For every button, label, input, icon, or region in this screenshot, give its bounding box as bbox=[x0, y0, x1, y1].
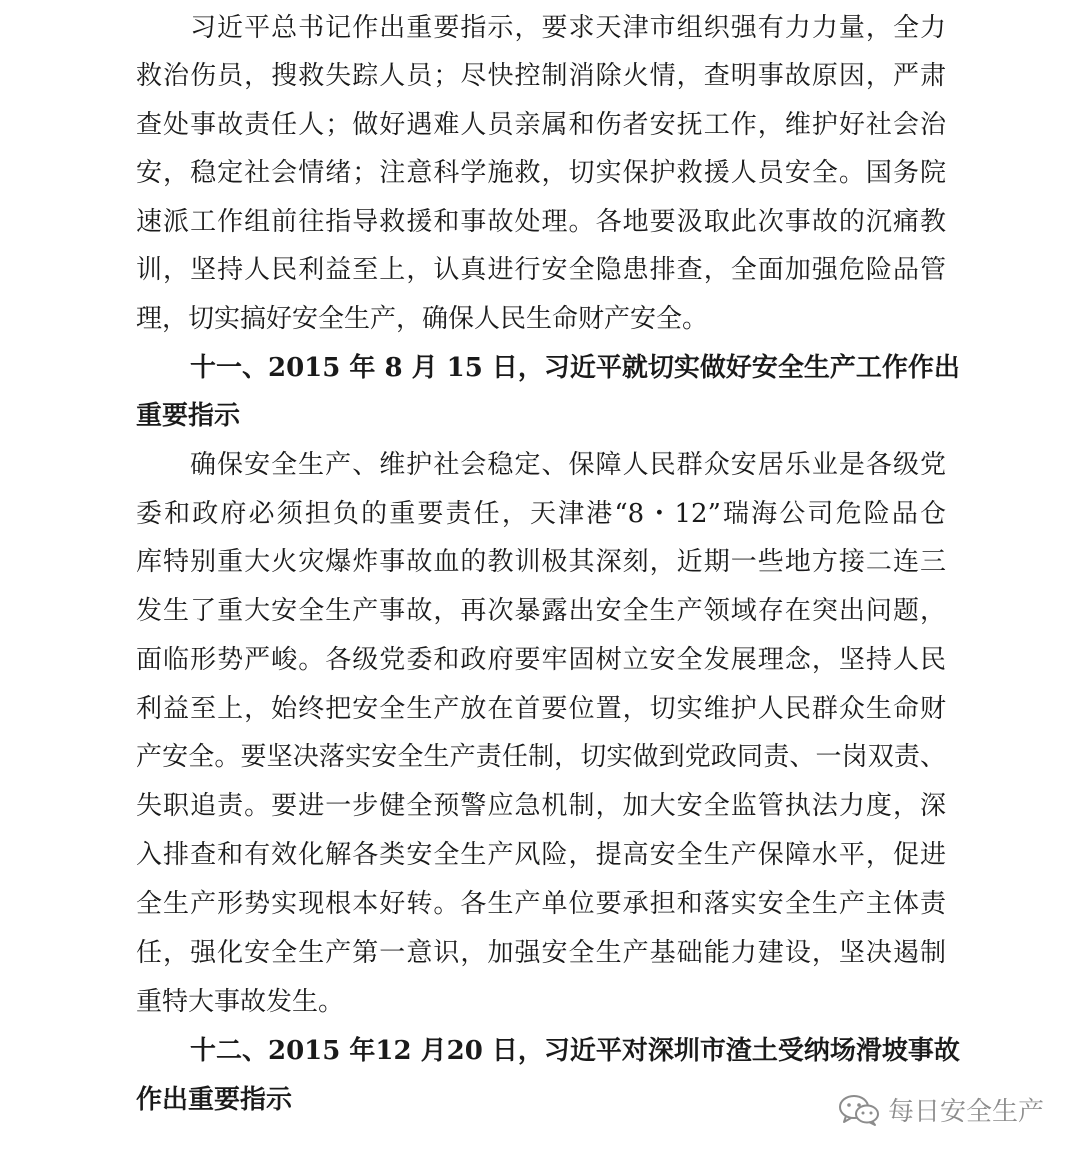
para1-line-6: 训，坚持人民利益至上，认真进行安全隐患排查，全面加强危险品管 bbox=[136, 255, 946, 285]
para1-line-4: 安，稳定社会情绪；注意科学施救，切实保护救援人员安全。国务院 bbox=[136, 158, 946, 188]
para1-line-5: 速派工作组前往指导救援和事故处理。各地要汲取此次事故的沉痛教 bbox=[136, 207, 946, 237]
para2-line-8: 失职追责。要进一步健全预警应急机制，加大安全监管执法力度，深 bbox=[136, 791, 946, 821]
para2-line-6: 利益至上，始终把安全生产放在首要位置，切实维护人民群众生命财 bbox=[136, 694, 946, 724]
para1-line-1: 习近平总书记作出重要指示，要求天津市组织强有力力量，全力 bbox=[190, 13, 946, 43]
para2-line-5: 面临形势严峻。各级党委和政府要牢固树立安全发展理念，坚持人民 bbox=[136, 645, 946, 675]
heading-12-line-1: 十二、2015 年12 月20 日，习近平对深圳市渣土受纳场滑坡事故 bbox=[190, 1036, 960, 1066]
heading-11-line-1: 十一、2015 年 8 月 15 日，习近平就切实做好安全生产工作作出 bbox=[190, 353, 960, 383]
heading-11-line-2: 重要指示 bbox=[136, 401, 241, 431]
wechat-icon bbox=[838, 1093, 880, 1127]
para1-line-2: 救治伤员，搜救失踪人员；尽快控制消除火情，查明事故原因，严肃 bbox=[136, 61, 946, 91]
heading-12-line-2: 作出重要指示 bbox=[136, 1085, 293, 1115]
para2-line-4: 发生了重大安全生产事故，再次暴露出安全生产领域存在突出问题， bbox=[136, 596, 946, 626]
para2-line-9: 入排查和有效化解各类安全生产风险，提高安全生产保障水平，促进 bbox=[136, 840, 946, 870]
watermark bbox=[838, 1091, 1044, 1128]
para2-line-12: 重特大事故发生。 bbox=[136, 987, 345, 1017]
para2-line-11: 任，强化安全生产第一意识，加强安全生产基础能力建设，坚决遏制 bbox=[136, 938, 946, 968]
para2-line-1: 确保安全生产、维护社会稳定、保障人民群众安居乐业是各级党 bbox=[190, 450, 946, 480]
para2-line-2: 委和政府必须担负的重要责任，天津港“8・12”瑞海公司危险品仓 bbox=[136, 499, 946, 529]
para2-line-3: 库特别重大火灾爆炸事故血的教训极其深刻，近期一些地方接二连三 bbox=[136, 547, 946, 577]
watermark-label: 每日安全生产 bbox=[887, 1097, 1044, 1127]
para1-line-3: 查处事故责任人；做好遇难人员亲属和伤者安抚工作，维护好社会治 bbox=[136, 110, 946, 140]
para2-line-10: 全生产形势实现根本好转。各生产单位要承担和落实安全生产主体责 bbox=[136, 889, 946, 919]
para2-line-7: 产安全。要坚决落实安全生产责任制，切实做到党政同责、一岗双责、 bbox=[136, 742, 946, 772]
para1-line-7: 理，切实搞好安全生产，确保人民生命财产安全。 bbox=[136, 304, 709, 334]
